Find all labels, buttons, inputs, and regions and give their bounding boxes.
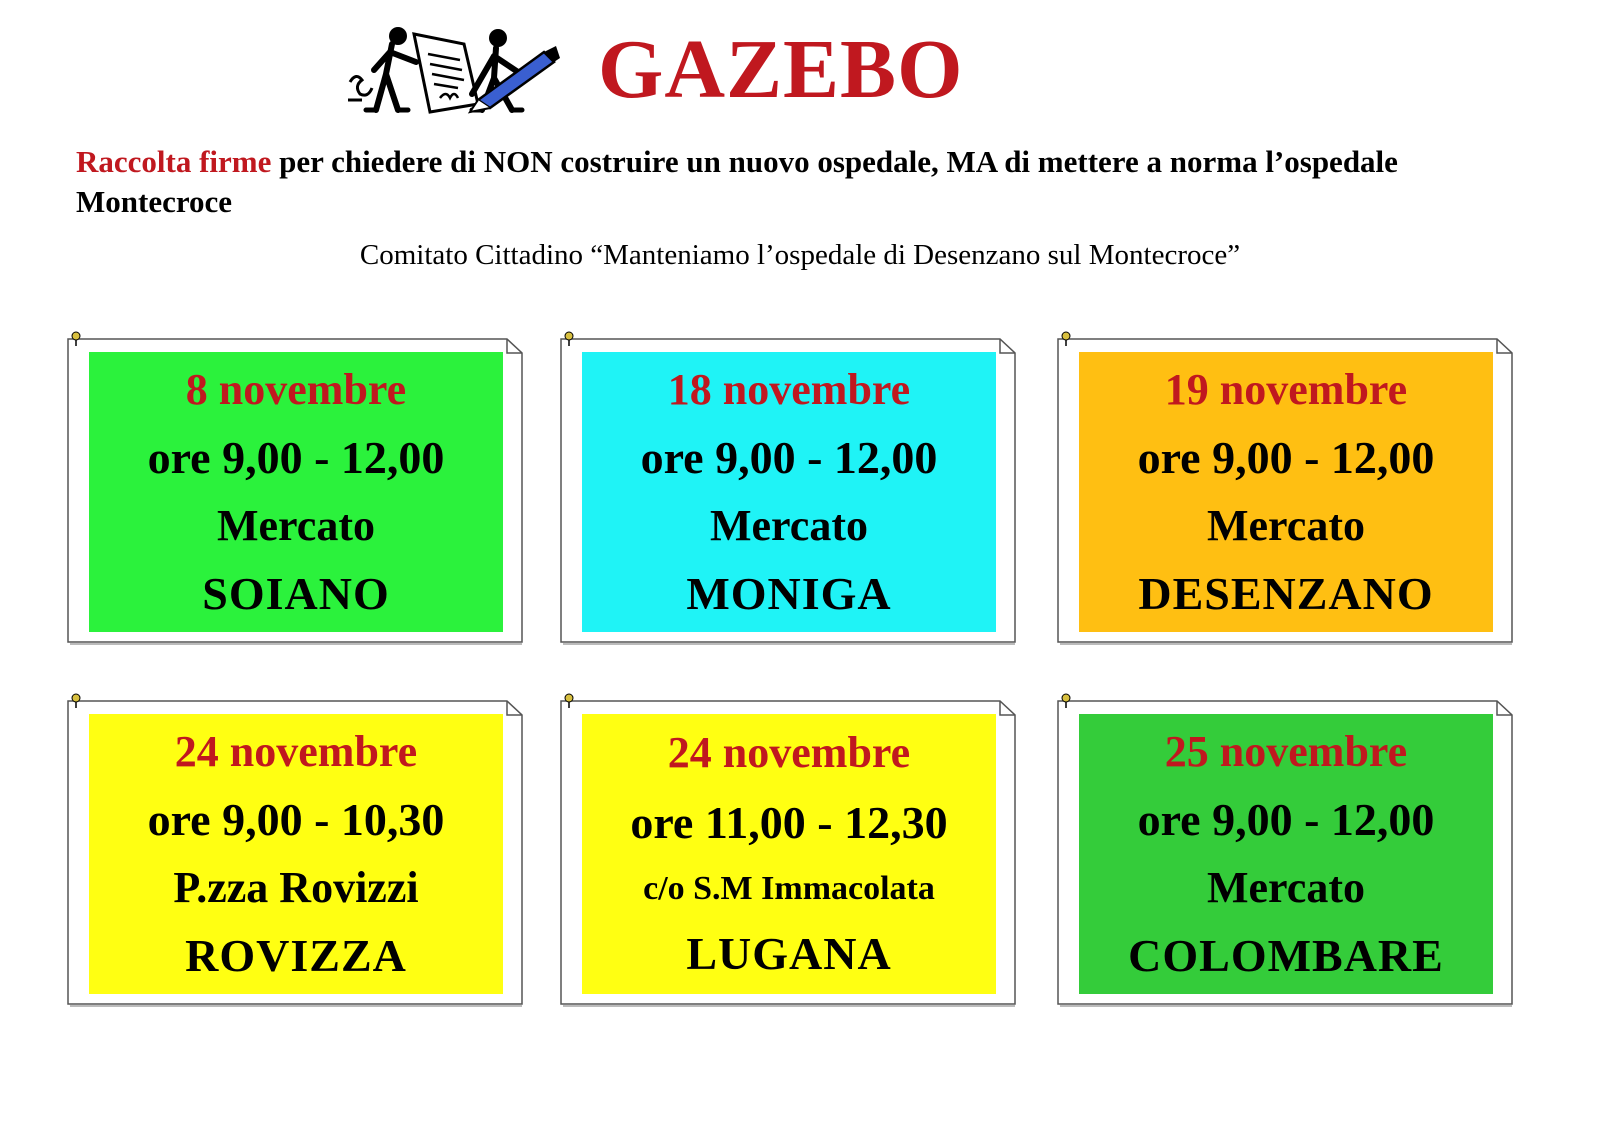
committee-name: Comitato Cittadino “Manteniamo l’ospedale di Desenzano sul Montecroce” [359,239,1241,271]
event-panel [1079,714,1493,994]
event-place: Mercato [1207,862,1365,912]
event-town: DESENZANO [1138,567,1434,619]
event-place: P.zza Rovizzi [173,862,419,912]
event-place: Mercato [710,500,868,550]
event-panel [89,352,503,632]
event-date: 24 novembre [667,727,911,777]
event-time: ore 11,00 - 12,30 [630,797,948,849]
event-panel [582,714,996,994]
signing-figures-logo [346,22,562,118]
pin-icon [69,331,83,347]
event-date: 24 novembre [174,726,418,776]
event-time: ore 9,00 - 12,00 [1137,793,1435,845]
event-card [1057,338,1513,650]
event-place: Mercato [217,500,375,550]
page-title: GAZEBO [598,23,964,116]
event-town: COLOMBARE [1128,929,1444,981]
pin-icon [69,693,83,709]
event-date: 8 novembre [185,364,407,414]
event-card [1057,700,1513,1012]
event-card [560,338,1016,650]
event-card [67,700,523,1012]
event-panel [89,714,503,994]
event-card [560,700,1016,1012]
intro-highlight: Raccolta firme [76,144,272,179]
event-time: ore 9,00 - 12,00 [640,431,938,483]
pin-icon [1059,331,1073,347]
event-town: ROVIZZA [185,929,407,981]
event-card [67,338,523,650]
event-time: ore 9,00 - 12,00 [1137,431,1435,483]
event-town: MONIGA [686,567,892,619]
event-town: SOIANO [202,567,390,619]
event-date: 25 novembre [1164,726,1408,776]
event-panel [1079,352,1493,632]
pin-icon [562,331,576,347]
event-panel [582,352,996,632]
event-time: ore 9,00 - 10,30 [147,793,445,845]
event-place: c/o S.M Immacolata [643,869,935,907]
event-time: ore 9,00 - 12,00 [147,431,445,483]
pin-icon [562,693,576,709]
intro-rest: per chiedere di NON costruire un nuovo ospedale, MA di mettere a norma l’ospedale Montecroce [76,144,1398,219]
intro-text [76,142,1556,222]
event-date: 19 novembre [1164,364,1408,414]
pin-icon [1059,693,1073,709]
event-place: Mercato [1207,500,1365,550]
event-date: 18 novembre [667,364,911,414]
event-town: LUGANA [686,928,892,980]
